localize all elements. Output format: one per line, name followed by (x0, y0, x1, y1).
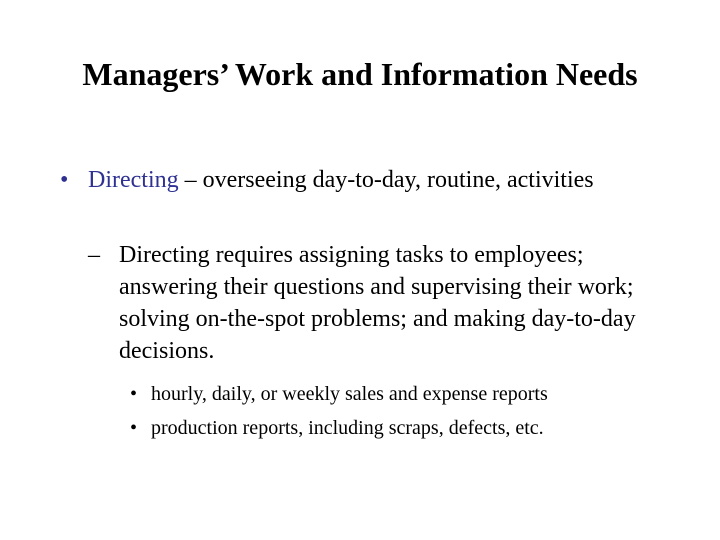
sub-bullet-marker: – (88, 242, 100, 268)
bullet-rest: – overseeing day-to-day, routine, activities (178, 167, 594, 193)
sub-sub-bullet-text: production reports, including scraps, defects, etc. (151, 417, 544, 439)
sub-sub-bullet-production-reports (130, 415, 690, 441)
sub-sub-bullet-marker: • (130, 417, 138, 439)
bullet-directing (60, 164, 680, 196)
sub-sub-bullet-text: hourly, daily, or weekly sales and expense reports (151, 383, 548, 405)
sub-sub-bullet-sales-reports (130, 381, 690, 407)
bullet-text (88, 164, 680, 196)
bullet-marker: • (60, 167, 69, 193)
bullet-term: Directing (88, 167, 179, 193)
sub-bullet-text: Directing requires assigning tasks to employees; answering their questions and supervising their work; solving on-the-spot problems; and making day-to-day decisions. (119, 242, 636, 364)
sub-sub-bullet-marker: • (130, 383, 138, 405)
sub-bullet (88, 239, 678, 367)
slide-title: Managers’ Work and Information Needs (82, 56, 638, 92)
